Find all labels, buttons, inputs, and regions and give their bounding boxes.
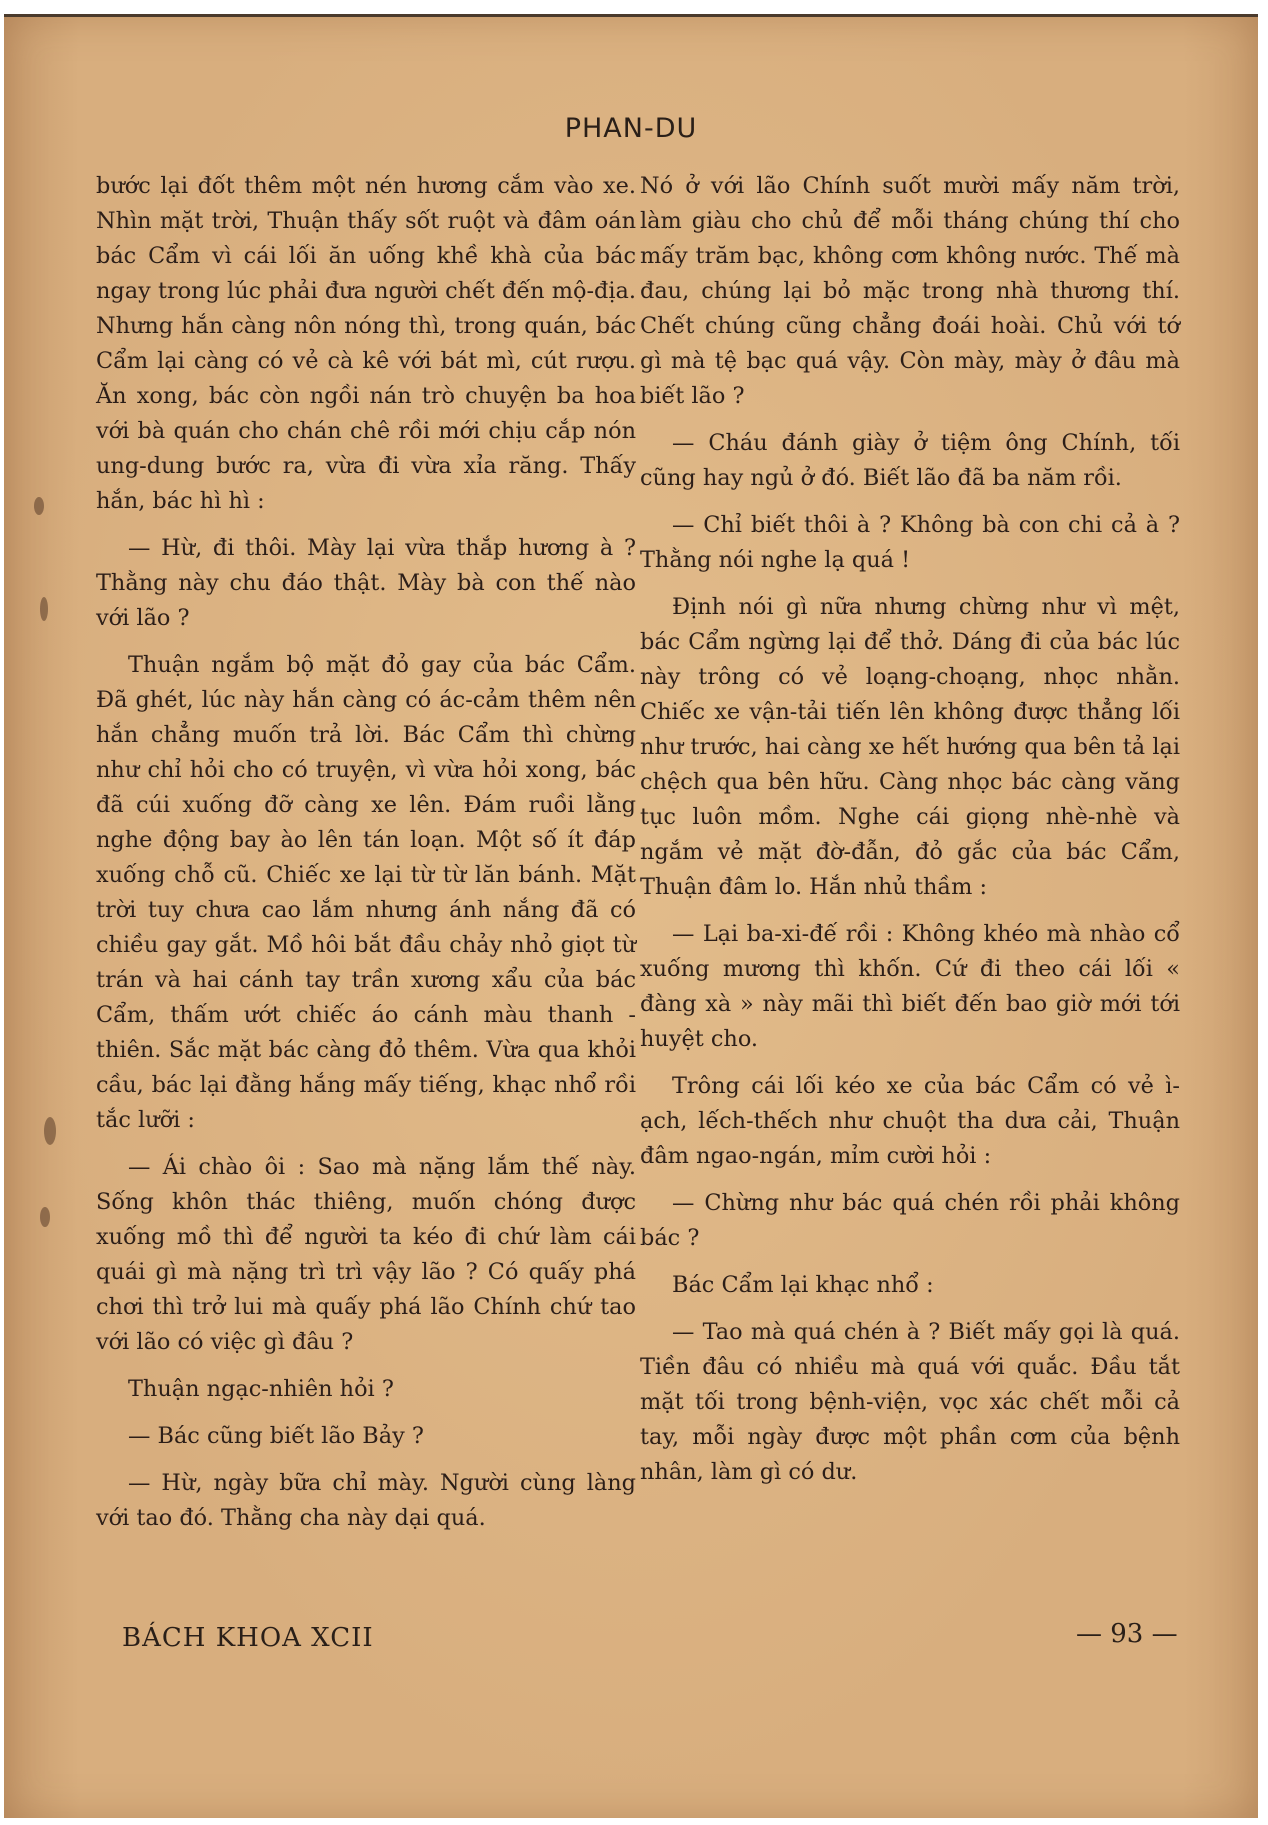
left-column (96, 169, 636, 1548)
paragraph: — Tao mà quá chén à ? Biết mấy gọi là quá. Tiền đâu có nhiều mà quá với quắc. Đầu tắt mặt tối trong bệnh-viện, vọc xác chết mỗi cả tay, mỗi ngày được một phần cơm của bệnh nhân, làm gì có dư. (640, 1319, 1180, 1485)
paragraph: — Chừng như bác quá chén rồi phải không bác ? (640, 1190, 1180, 1251)
binding-hole-mark (40, 597, 48, 621)
paragraph: bước lại đốt thêm một nén hương cắm vào xe. Nhìn mặt trời, Thuận thấy sốt ruột và đâm oán bác Cẩm vì cái lối ăn uống khề khà của bác ngay trong lúc phải đưa người chết đến mộ-địa. Nhưng hắn càng nôn nóng thì, trong quán, bác Cẩm lại càng có vẻ cà kê với bát mì, cút rượu. Ăn xong, bác còn ngồi nán trò chuyện ba hoa với bà quán cho chán chê rồi mới chịu cắp nón ung-dung bước ra, vừa đi vừa xỉa răng. Thấy hắn, bác hì hì : (96, 173, 636, 514)
paragraph: — Lại ba-xi-đế rồi : Không khéo mà nhào cổ xuống mương thì khốn. Cứ đi theo cái lối « đàng xà » này mãi thì biết đến bao giờ mới tới huyệt cho. (640, 921, 1180, 1052)
paragraph: — Cháu đánh giày ở tiệm ông Chính, tối cũng hay ngủ ở đó. Biết lão đã ba năm rồi. (640, 430, 1180, 491)
paragraph: — Bác cũng biết lão Bảy ? (128, 1423, 424, 1449)
page-number: — 93 — (1076, 1619, 1178, 1649)
paragraph: — Hừ, đi thôi. Mày lại vừa thắp hương à ? Thằng này chu đáo thật. Mày bà con thế nào với lão ? (96, 535, 636, 631)
journal-footer: BÁCH KHOA XCII (122, 1623, 374, 1653)
paragraph: Nó ở với lão Chính suốt mười mấy năm trời, làm giàu cho chủ để mỗi tháng chúng thí cho mấy trăm bạc, không cơm không nước. Thế mà đau, chúng lại bỏ mặc trong nhà thương thí. Chết chúng cũng chẳng đoái hoài. Chủ với tớ gì mà tệ bạc quá vậy. Còn mày, mày ở đâu mà biết lão ? (640, 173, 1180, 409)
paragraph: Định nói gì nữa nhưng chừng như vì mệt, bác Cẩm ngừng lại để thở. Dáng đi của bác lúc này trông có vẻ loạng-choạng, nhọc nhằn. Chiếc xe vận-tải tiến lên không được thẳng lối như trước, hai càng xe hết hướng qua bên tả lại chệch qua bên hữu. Càng nhọc bác càng văng tục luôn mồm. Nghe cái giọng nhè-nhè và ngắm vẻ mặt đờ-đẫn, đỏ gắc của bác Cẩm, Thuận đâm lo. Hắn nhủ thầm : (640, 594, 1180, 900)
right-column (640, 169, 1180, 1502)
paragraph: — Hừ, ngày bữa chỉ mày. Người cùng làng với tao đó. Thằng cha này dại quá. (96, 1470, 636, 1531)
binding-hole-mark (44, 1117, 56, 1145)
paragraph: — Chỉ biết thôi à ? Không bà con chi cả à ? Thằng nói nghe lạ quá ! (640, 512, 1180, 573)
binding-hole-mark (34, 497, 44, 515)
paragraph: Trông cái lối kéo xe của bác Cẩm có vẻ ì-ạch, lếch-thếch như chuột tha dưa cải, Thuận đâm ngao-ngán, mỉm cười hỏi : (640, 1073, 1180, 1169)
magazine-page (4, 14, 1258, 1818)
paragraph: Thuận ngạc-nhiên hỏi ? (128, 1376, 394, 1402)
author-header: PHAN-DU (564, 113, 698, 144)
paragraph: — Ái chào ôi : Sao mà nặng lắm thế này. Sống khôn thác thiêng, muốn chóng được xuống mồ thì để người ta kéo đi chứ làm cái quái gì mà nặng trì trì vậy lão ? Có quấy phá chơi thì trở lui mà quấy phá lão Chính chứ tao với lão có việc gì đâu ? (96, 1154, 636, 1355)
paragraph: Bác Cẩm lại khạc nhổ : (672, 1272, 934, 1298)
binding-hole-mark (40, 1207, 50, 1227)
paragraph: Thuận ngắm bộ mặt đỏ gay của bác Cẩm. Đã ghét, lúc này hắn càng có ác-cảm thêm nên hắn chẳng muốn trả lời. Bác Cẩm thì chừng như chỉ hỏi cho có truyện, vì vừa hỏi xong, bác đã cúi xuống đỡ càng xe lên. Đám ruồi lằng nghe động bay ào lên tán loạn. Một số ít đáp xuống chỗ cũ. Chiếc xe lại từ từ lăn bánh. Mặt trời tuy chưa cao lắm nhưng ánh nắng đã có chiều gay gắt. Mồ hôi bắt đầu chảy nhỏ giọt từ trán và hai cánh tay trần xương xẩu của bác Cẩm, thấm ướt chiếc áo cánh màu thanh - thiên. Sắc mặt bác càng đỏ thêm. Vừa qua khỏi cầu, bác lại đằng hắng mấy tiếng, khạc nhổ rồi tắc lưỡi : (96, 652, 636, 1133)
